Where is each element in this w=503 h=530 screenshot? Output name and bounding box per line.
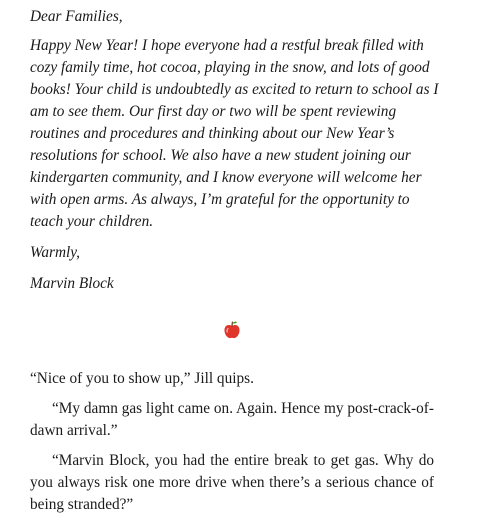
letter-closing: Warmly,	[30, 244, 81, 261]
letter-greeting: Dear Families,	[30, 8, 123, 25]
apple-icon	[222, 320, 242, 340]
letter	[30, 6, 440, 295]
letter-signature: Marvin Block	[30, 275, 114, 292]
story-paragraph: “My damn gas light came on. Again. Hence my post-crack-of-dawn arrival.”	[30, 400, 434, 439]
story-paragraph: “Marvin Block, you had the entire break to get gas. Why do you always risk one more drive when there’s a serious chance of being stranded?”	[30, 452, 434, 513]
story-paragraph: “Nice of you to show up,” Jill quips.	[30, 370, 254, 387]
letter-body: Happy New Year! I hope everyone had a restful break filled with cozy family time, hot cocoa, playing in the snow, and lots of good books! Your child is undoubtedly as excited to return to school as I am to see them. Our first day or two will be spent reviewing routines and procedures and thinking about our New Year’s resolutions for school. We also have a new student joining our kindergarten community, and I know everyone will welcome her with open arms. As always, I’m grateful for the opportunity to teach your children.	[30, 37, 439, 230]
story-text	[30, 368, 434, 524]
